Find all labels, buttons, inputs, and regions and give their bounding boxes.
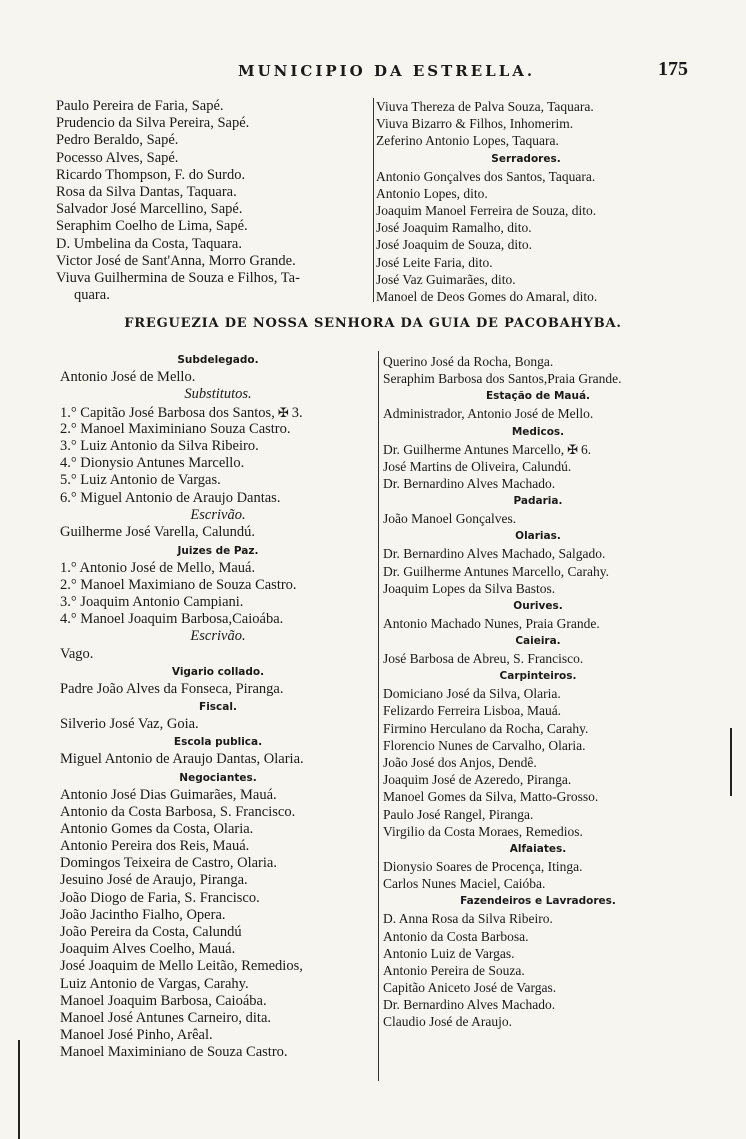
section-heading: Fiscal.	[199, 701, 237, 714]
list-item: Victor José de Sant'Anna, Morro Grande.	[56, 252, 296, 269]
section-heading: Vigario collado.	[171, 665, 265, 678]
list-item: Domiciano José da Silva, Olaria.	[383, 686, 561, 702]
list-item: Claudio José de Araujo.	[383, 1014, 512, 1030]
list-item: 3.° Joaquim Antonio Campiani.	[60, 593, 244, 610]
cross-of-order-icon: ✠	[567, 441, 578, 457]
list-item: José Joaquim Ramalho, dito.	[376, 220, 532, 236]
page-number: 175	[658, 58, 688, 80]
list-item	[60, 404, 376, 421]
list-item: Antonio da Costa Barbosa, S. Francisco.	[60, 803, 296, 820]
list-item: 4.° Dionysio Antunes Marcello.	[60, 455, 245, 472]
list-item: Antonio José de Mello.	[60, 369, 196, 385]
column-divider	[378, 351, 379, 1081]
list-item: Miguel Antonio de Araujo Dantas, Olaria.	[60, 751, 304, 768]
list-item: Paulo José Rangel, Piranga.	[383, 806, 534, 822]
list-item: Viuva Thereza de Palva Souza, Taquara.	[376, 99, 594, 114]
list-item: Manoel José Antunes Carneiro, dita.	[60, 1009, 272, 1026]
list-item: Dr. Guilherme Antunes Marcello, Carahy.	[383, 563, 609, 579]
list-item: Dr. Bernardino Alves Machado.	[383, 475, 556, 491]
section-heading: Negociantes.	[179, 771, 257, 784]
section-heading: Ourives.	[513, 599, 563, 612]
list-item: Jesuino José de Araujo, Piranga.	[60, 872, 248, 889]
list-item: Antonio da Costa Barbosa.	[383, 928, 529, 944]
list-item: Viuva Bizarro & Filhos, Inhomerim.	[376, 116, 574, 132]
list-item: Seraphim Barbosa dos Santos,Praia Grande.	[383, 371, 622, 387]
section-banner: FREGUEZIA DE NOSSA SENHORA DA GUIA DE PACOBAHYBA.	[124, 316, 622, 331]
list-item: Pocesso Alves, Sapé.	[56, 149, 179, 166]
section-heading: Medicos.	[511, 425, 565, 438]
list-item: D. Anna Rosa da Silva Ribeiro.	[383, 911, 553, 927]
list-item: 2.° Manoel Maximiniano Souza Castro.	[60, 420, 291, 437]
section-heading: Escrivão.	[190, 628, 246, 645]
list-item: Joaquim José de Azeredo, Piranga.	[383, 772, 572, 788]
list-item: 3.° Luiz Antonio da Silva Ribeiro.	[60, 438, 259, 455]
list-item: Manoel de Deos Gomes do Amaral, dito.	[376, 288, 598, 304]
section-heading: Estação de Mauá.	[485, 390, 591, 403]
list-item: José Martins de Oliveira, Calundú.	[383, 458, 572, 474]
list-item: 2.° Manoel Maximiano de Souza Castro.	[60, 576, 297, 593]
list-item: Dr. Bernardino Alves Machado, Salgado.	[383, 546, 606, 562]
list-item: D. Umbelina da Costa, Taquara.	[56, 235, 242, 252]
list-item: João José dos Anjos, Dendê.	[383, 755, 537, 770]
list-item: Padre João Alves da Fonseca, Piranga.	[60, 680, 284, 697]
section-heading: Escola publica.	[173, 736, 263, 749]
list-item: Felizardo Ferreira Lisboa, Mauá.	[383, 703, 562, 719]
list-item	[383, 441, 693, 458]
column-divider	[373, 98, 374, 302]
cross-of-order-icon: ✠	[277, 404, 289, 420]
section-heading: Juizes de Paz.	[177, 544, 259, 557]
list-item: 5.° Luiz Antonio de Vargas.	[60, 472, 221, 489]
list-item-text: Dr. Guilherme Antunes Marcello,	[383, 441, 565, 457]
list-item: Querino José da Rocha, Bonga.	[383, 354, 554, 369]
list-item: Zeferino Antonio Lopes, Taquara.	[376, 133, 559, 149]
top-right-column	[376, 98, 676, 305]
section-heading: Caieira.	[515, 635, 561, 648]
list-item: Pedro Beraldo, Sapé.	[56, 132, 179, 149]
list-item: Antonio José Dias Guimarães, Mauá.	[60, 786, 277, 803]
list-item: Antonio Lopes, dito.	[376, 185, 488, 201]
list-item: Administrador, Antonio José de Mello.	[383, 406, 594, 422]
list-item: Silverio José Vaz, Goia.	[60, 716, 199, 733]
running-title: MUNICIPIO DA ESTRELLA.	[238, 62, 536, 80]
list-item: João Pereira da Costa, Calundú	[60, 924, 242, 940]
section-heading: Carpinteiros.	[499, 670, 577, 683]
list-item: Prudencio da Silva Pereira, Sapé.	[56, 115, 250, 132]
section-heading: Subdelegado.	[177, 354, 259, 366]
list-item: Joaquim Manoel Ferreira de Souza, dito.	[376, 202, 597, 218]
list-item: Antonio Pereira de Souza.	[383, 962, 525, 978]
list-item-text: 1.° Capitão José Barbosa dos Santos,	[60, 404, 275, 421]
list-item: Antonio Gomes da Costa, Olaria.	[60, 820, 254, 837]
section-heading: Padaria.	[513, 495, 563, 508]
section-heading: Fazendeiros e Lavradores.	[460, 895, 616, 908]
list-item: Manoel Maximiniano de Souza Castro.	[60, 1044, 288, 1061]
list-item: Ricardo Thompson, F. do Surdo.	[56, 166, 246, 183]
list-item: 4.° Manoel Joaquim Barbosa,Caioába.	[60, 611, 284, 628]
section-heading: Serradores.	[491, 152, 561, 165]
list-item: Seraphim Coelho de Lima, Sapé.	[56, 218, 248, 235]
list-item: Joaquim Lopes da Silva Bastos.	[383, 580, 556, 596]
list-item: José Vaz Guimarães, dito.	[376, 271, 516, 287]
list-item: Manoel Joaquim Barbosa, Caioába.	[60, 992, 267, 1009]
list-item: Firmino Herculano da Rocha, Carahy.	[383, 720, 589, 736]
list-item: Salvador José Marcellino, Sapé.	[56, 201, 243, 218]
top-left-column	[56, 98, 368, 304]
page-edge-mark	[730, 728, 732, 796]
page-edge-mark	[18, 1040, 20, 1139]
list-item: 1.° Antonio José de Mello, Mauá.	[60, 559, 256, 576]
list-item-suffix: 3.	[291, 404, 303, 421]
list-item: João Jacintho Fialho, Opera.	[60, 906, 226, 923]
list-item: Paulo Pereira de Faria, Sapé.	[56, 98, 224, 114]
list-item-suffix: 6.	[581, 441, 592, 457]
list-item: Luiz Antonio de Vargas, Carahy.	[60, 975, 249, 992]
list-item: Dionysio Soares de Procença, Itinga.	[383, 858, 583, 874]
list-item: José Leite Faria, dito.	[376, 254, 493, 270]
list-item: José Joaquim de Mello Leitão, Remedios,	[60, 958, 303, 975]
list-item: Viuva Guilhermina de Souza e Filhos, Ta-	[56, 269, 300, 286]
list-item: José Joaquim de Souza, dito.	[376, 237, 532, 253]
section-heading: Escrivão.	[190, 506, 246, 523]
lower-right-column	[383, 353, 693, 1031]
list-item: Domingos Teixeira de Castro, Olaria.	[60, 855, 277, 872]
section-heading: Substitutos.	[184, 386, 252, 403]
list-item: Antonio Gonçalves dos Santos, Taquara.	[376, 168, 596, 184]
list-item: João Diogo de Faria, S. Francisco.	[60, 889, 260, 906]
section-heading: Olarias.	[515, 530, 561, 543]
list-item: Guilherme José Varella, Calundú.	[60, 524, 256, 541]
list-item: Florencio Nunes de Carvalho, Olaria.	[383, 737, 586, 753]
list-item: João Manoel Gonçalves.	[383, 511, 517, 527]
list-item: Dr. Bernardino Alves Machado.	[383, 997, 556, 1013]
section-heading: Alfaiates.	[509, 842, 567, 855]
list-item: José Barbosa de Abreu, S. Francisco.	[383, 651, 584, 667]
list-item: Manoel Gomes da Silva, Matto-Grosso.	[383, 789, 599, 805]
list-item: Joaquim Alves Coelho, Mauá.	[60, 941, 236, 958]
list-item: Carlos Nunes Maciel, Caióba.	[383, 876, 546, 892]
list-item: 6.° Miguel Antonio de Araujo Dantas.	[60, 489, 281, 506]
list-item: Antonio Luiz de Vargas.	[383, 945, 515, 961]
page-header	[0, 58, 746, 86]
lower-left-column	[60, 351, 376, 1062]
list-item: Capitão Aniceto José de Vargas.	[383, 980, 557, 996]
list-item: Antonio Pereira dos Reis, Mauá.	[60, 838, 250, 855]
list-item: quara.	[74, 287, 110, 304]
list-item: Manoel José Pinho, Arêal.	[60, 1027, 213, 1044]
list-item: Vago.	[60, 645, 94, 662]
list-item: Antonio Machado Nunes, Praia Grande.	[383, 615, 600, 631]
list-item: Virgilio da Costa Moraes, Remedios.	[383, 823, 583, 839]
list-item: Rosa da Silva Dantas, Taquara.	[56, 183, 237, 200]
